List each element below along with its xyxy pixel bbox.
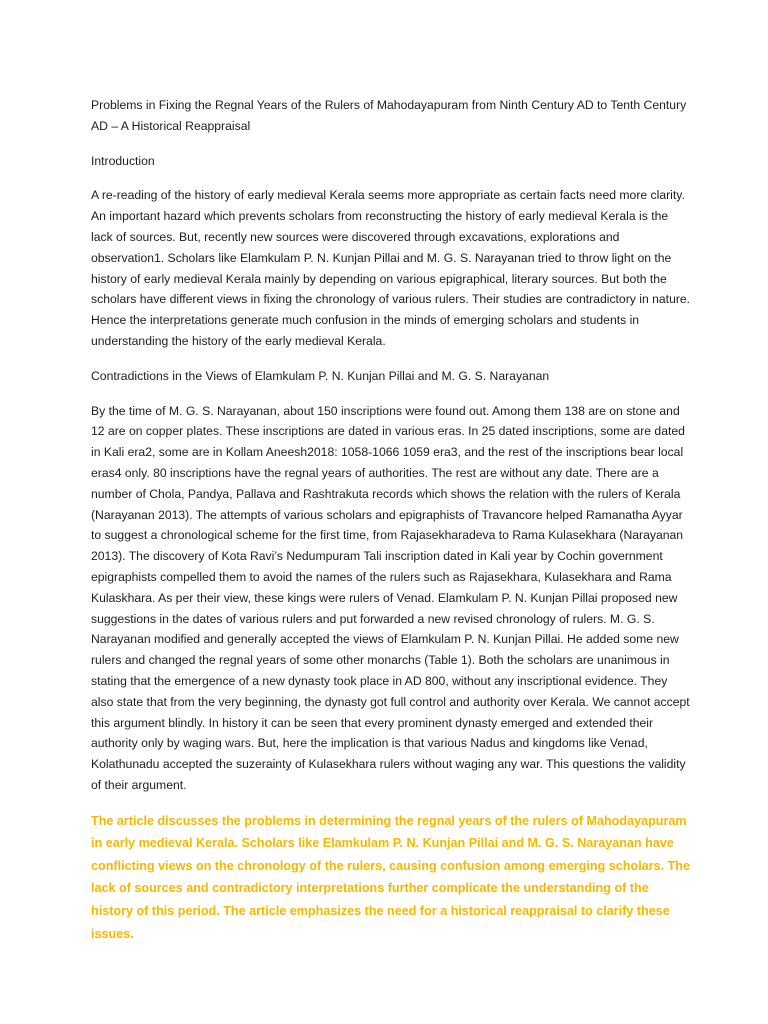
introduction-heading: Introduction [91,153,155,168]
introduction-paragraph: A re-reading of the history of early medieval Kerala seems more appropriate as certain facts need more clarity. An important hazard which prevents scholars from reconstructing the history of early medieval Kerala is the lack of sources. But, recently new sources were discovered through excavations, explorations and observation1. Scholars like Elamkulam P. N. Kunjan Pillai and M. G. S. Narayanan tried to throw light on the history of early medieval Kerala mainly by depending on various epigraphical, literary sources. But both the scholars have different views in fixing the chronology of various rulers. Their studies are contradictory in nature. Hence the interpretations generate much confusion in the minds of emerging scholars and students in understanding the history of the early medieval Kerala. [91,188,691,348]
document-title: Problems in Fixing the Regnal Years of the Rulers of Mahodayapuram from Ninth Century AD to Tenth Century AD – A Historical Reappraisal [91,98,687,133]
section-heading: Contradictions in the Views of Elamkulam P. N. Kunjan Pillai and M. G. S. Narayanan [91,368,550,383]
document-body [91,95,691,810]
section-paragraph: By the time of M. G. S. Narayanan, about 150 inscriptions were found out. Among them 138 are on stone and 12 are on copper plates. These inscriptions are dated in various eras. In 25 dated inscriptions, some are dated in Kali era2, some are in Kollam Aneesh2018: 1058-1066 1059 era3, and the rest of the inscriptions bear local eras4 only. 80 inscriptions have the regnal years of authorities. The rest are without any date. There are a number of Chola, Pandya, Pallava and Rashtrakuta records which shows the relation with the rulers of Kerala (Narayanan 2013). The attempts of various scholars and epigraphists of Travancore helped Ramanatha Ayyar to suggest a chronological scheme for the first time, from Rajasekharadeva to Rama Kulasekhara (Narayanan 2013). The discovery of Kota Ravi’s Nedumpuram Tali inscription dated in Kali year by Cochin government epigraphists compelled them to avoid the names of the rulers such as Rajasekhara, Kulasekhara and Rama Kulaskhara. As per their view, these kings were rulers of Venad. Elamkulam P. N. Kunjan Pillai proposed new suggestions in the dates of various rulers and put forwarded a new revised chronology of rulers. M. G. S. Narayanan modified and generally accepted the views of Elamkulam P. N. Kunjan Pillai. He added some new rulers and changed the regnal years of some other monarchs (Table 1). Both the scholars are unanimous in stating that the emergence of a new dynasty took place in AD 800, without any inscriptional evidence. They also state that from the very beginning, the dynasty got full control and authority over Kerala. We cannot accept this argument blindly. In history it can be seen that every prominent dynasty emerged and extended their authority only by waging wars. But, here the implication is that various Nadus and kingdoms like Venad, Kolathunadu accepted the suzerainty of Kulasekhara rulers without waging any war. This questions the validity of their argument. [91,403,690,792]
summary-paragraph: The article discusses the problems in determining the regnal years of the rulers of Mahodayapuram in early medieval Kerala. Scholars like Elamkulam P. N. Kunjan Pillai and M. G. S. Narayanan have conflicting views on the chronology of the rulers, causing confusion among emerging scholars. The lack of sources and contradictory interpretations further complicate the understanding of the history of this period. The article emphasizes the need for a historical reappraisal to clarify these issues. [91,813,690,941]
